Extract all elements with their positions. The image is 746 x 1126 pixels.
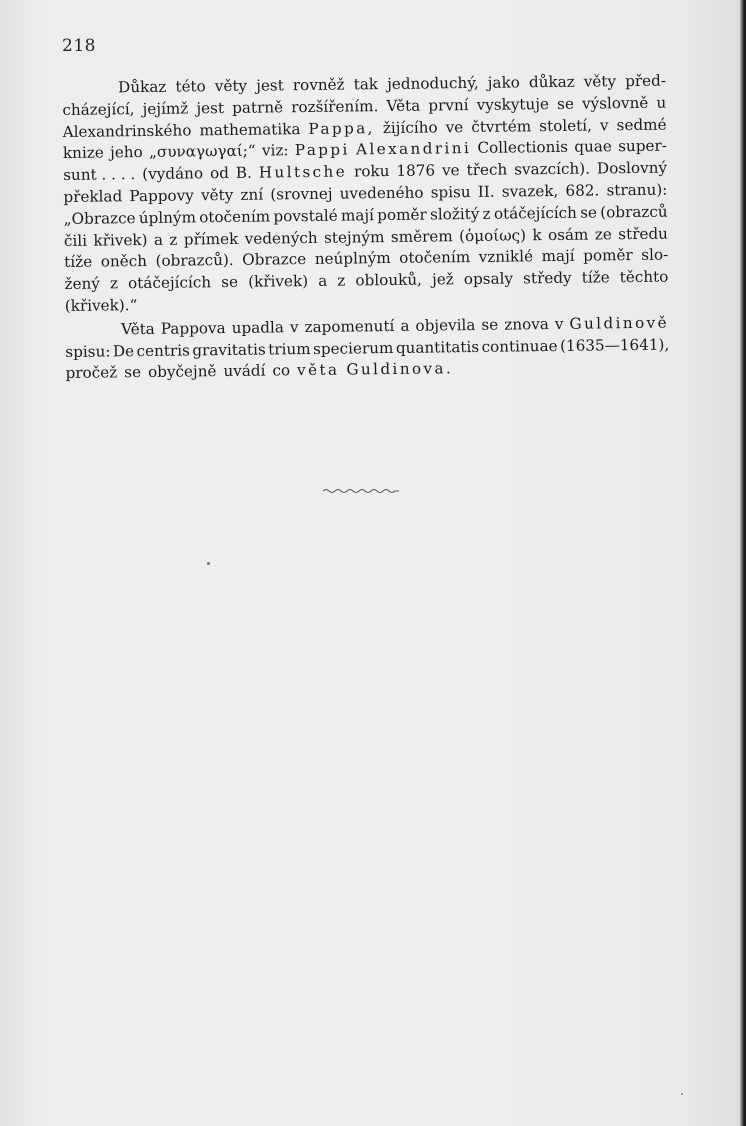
word: roku: [353, 162, 390, 181]
word: jejímž: [142, 99, 189, 118]
word: jest: [256, 76, 284, 95]
word: složitý: [429, 204, 480, 224]
word: neúplným: [314, 249, 391, 269]
word: patrně: [232, 98, 284, 117]
word: II.: [477, 182, 495, 201]
word: od: [209, 164, 229, 183]
word: a: [153, 230, 164, 249]
word: sunt . . . .: [63, 165, 136, 185]
word: uvedeného: [339, 183, 424, 203]
word: opsaly: [463, 269, 514, 289]
word: Guldinově: [569, 313, 670, 333]
word: 682.: [565, 181, 600, 200]
word: Věta: [120, 319, 155, 339]
word: jež: [431, 270, 454, 289]
word: a: [400, 316, 410, 335]
word: vyskytuje: [476, 94, 550, 114]
word: Pappova: [160, 318, 226, 338]
word: B.: [235, 163, 252, 183]
word: (1635—1641),: [559, 335, 670, 355]
word: zapomenutí: [304, 316, 395, 336]
word: Alexandrini: [355, 139, 472, 159]
paper-speck: [681, 1093, 683, 1095]
word: této: [175, 77, 206, 96]
word: v: [554, 314, 564, 333]
word: z: [169, 230, 178, 249]
word: pročež: [65, 363, 118, 383]
word: jednoduchý,: [387, 73, 479, 94]
word: čtvrtém: [471, 116, 532, 136]
word: „συναγωγαί;“: [148, 142, 256, 162]
word: se: [556, 94, 574, 113]
word: Věta: [386, 96, 421, 115]
word: otočením: [199, 207, 271, 227]
word: viz:: [261, 141, 289, 160]
word: z: [482, 204, 491, 223]
word: ve: [441, 161, 460, 180]
word: poměr: [583, 246, 633, 266]
word: trium: [268, 339, 311, 359]
word: čili: [63, 231, 88, 250]
word: (vydáno: [142, 164, 204, 184]
paper-speck: [207, 562, 210, 565]
word: jako: [487, 73, 520, 92]
word: gravitatis: [192, 340, 266, 359]
word: znova: [504, 314, 549, 334]
word: poměr: [377, 205, 427, 224]
word: otočením: [399, 248, 471, 268]
word: zní: [240, 185, 264, 204]
word: v: [599, 115, 609, 135]
word: úplným: [138, 208, 197, 227]
word: Pappa,: [308, 118, 375, 138]
word: Collectionis: [477, 138, 569, 158]
word: otáčejících: [127, 273, 212, 293]
word: upadla: [231, 318, 284, 337]
word: stejným: [323, 227, 385, 247]
word: Doslovný: [596, 158, 668, 178]
word: věty: [214, 76, 248, 96]
word: tíže: [64, 253, 93, 272]
word: (srovnej: [270, 184, 333, 204]
word: věty: [200, 185, 234, 205]
word: knize: [62, 143, 104, 163]
word: vzniklé: [478, 247, 534, 267]
word: jeho: [109, 143, 143, 162]
word: svazek,: [501, 181, 559, 201]
word: první: [428, 95, 469, 115]
word: slo-: [641, 245, 669, 265]
word: oblouků,: [355, 270, 423, 290]
word: oněch: [100, 252, 148, 271]
word: tíže: [581, 268, 610, 287]
word: středy: [523, 268, 572, 288]
word: Obrazce: [242, 250, 307, 270]
word: quae: [574, 137, 612, 157]
word: rozšířením.: [291, 96, 379, 116]
word: spisu: [430, 183, 471, 202]
word: věty: [583, 72, 617, 91]
word: mají: [541, 247, 575, 266]
word: Pappovy: [129, 186, 194, 206]
word: křivek): [93, 230, 148, 250]
word: a: [318, 271, 328, 291]
word: spisu:: [65, 341, 111, 361]
word: v: [289, 317, 299, 336]
word: obyčejně: [147, 362, 217, 382]
word: se: [124, 363, 142, 382]
word: Důkaz: [118, 77, 167, 97]
word: tak: [353, 75, 379, 94]
word: (křivek): [248, 272, 309, 291]
section-end-ornament: [323, 487, 399, 495]
word: quantitatis: [395, 337, 480, 357]
word: žijícího: [382, 118, 438, 137]
word: co: [272, 361, 291, 380]
body-text: [62, 71, 670, 388]
page-number: 218: [62, 36, 96, 56]
word: z: [109, 274, 119, 293]
word: ve: [445, 117, 464, 136]
word: důkaz: [528, 72, 575, 92]
word: uvádí: [223, 361, 266, 381]
word: překlad: [63, 187, 123, 206]
word: stranu):: [606, 180, 668, 200]
word: Hultsche: [258, 162, 348, 182]
word: povstalé: [273, 206, 338, 226]
word: svazcích).: [514, 159, 591, 179]
word: přímek: [183, 229, 239, 249]
word: mají: [340, 205, 375, 225]
word: continuae: [481, 336, 558, 356]
word: rovněž: [292, 75, 345, 95]
word: před-: [625, 71, 667, 91]
word: specierum: [312, 338, 394, 358]
word: (ὁμοίως): [458, 225, 527, 245]
word: století,: [539, 116, 593, 135]
word: vedených: [244, 228, 318, 248]
word: se: [221, 273, 239, 292]
word: (obrazců: [600, 202, 668, 222]
word: těchto: [619, 267, 669, 287]
word: výslovně: [581, 93, 649, 113]
word: k: [532, 225, 542, 244]
word: středu: [618, 224, 669, 243]
word: Alexandrinského: [62, 121, 192, 141]
word: se: [481, 315, 499, 334]
word: Pappi: [294, 140, 350, 160]
word: otáčejících: [493, 203, 578, 223]
word: (křivek).“: [64, 296, 138, 315]
word: žený: [64, 274, 100, 294]
word: „Obrazce: [63, 208, 136, 228]
word: cházející,: [62, 99, 135, 119]
word: (obrazců).: [155, 251, 234, 271]
word: se: [580, 203, 598, 222]
word: objevila: [415, 315, 476, 335]
word: centris: [136, 341, 190, 360]
word: De: [112, 341, 135, 360]
word: 1876: [396, 161, 436, 181]
word: jest: [196, 98, 225, 118]
word: super-: [618, 137, 667, 156]
word: ze: [594, 224, 612, 244]
page-edge-shadow: [740, 0, 746, 1126]
word: směrem: [390, 226, 453, 246]
word: Guldinova.: [346, 359, 454, 379]
word: osám: [547, 225, 589, 244]
word: mathematika: [199, 119, 301, 139]
word: sedmé: [616, 115, 667, 134]
word: z: [337, 271, 346, 290]
word: u: [656, 93, 667, 112]
word: věta: [296, 360, 340, 380]
word: třech: [466, 160, 508, 180]
